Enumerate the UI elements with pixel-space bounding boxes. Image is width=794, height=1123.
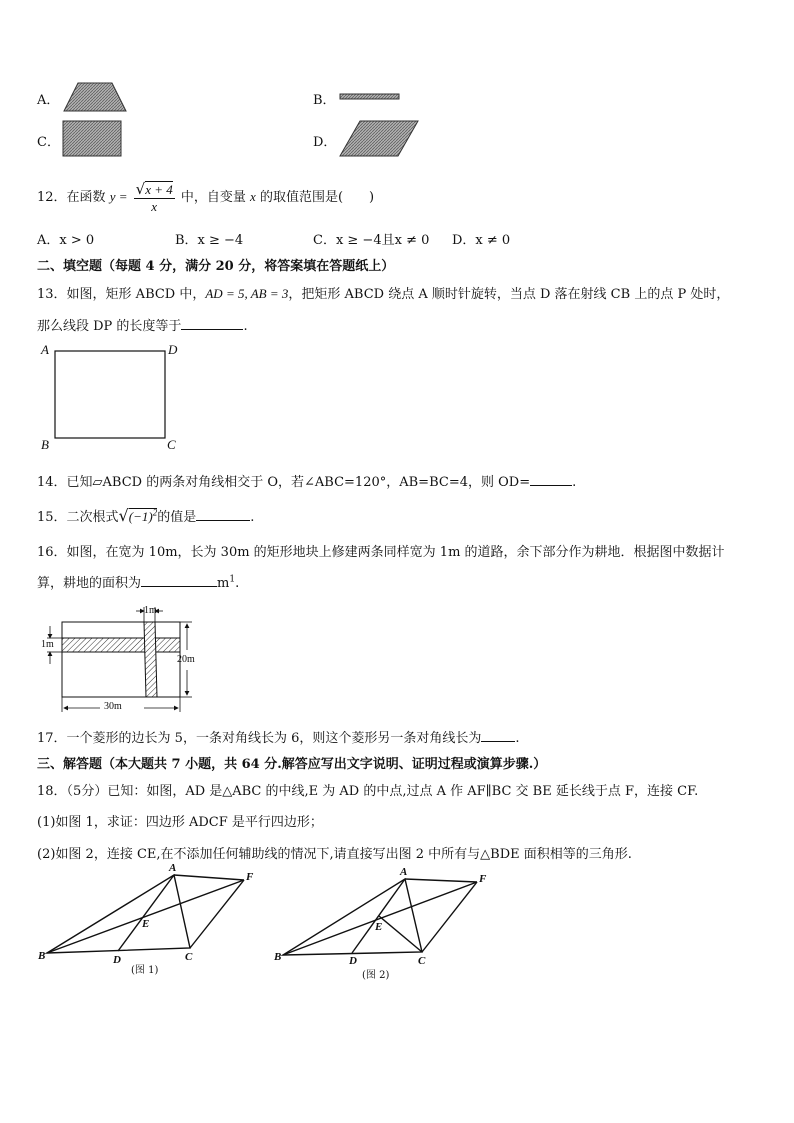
option-a-trapezoid-shape — [64, 83, 126, 111]
q16-label-right: 20m — [177, 654, 195, 665]
fig1-label-b: B — [38, 950, 46, 962]
q18-figure-2 — [283, 879, 477, 955]
fig2-label-c: C — [418, 955, 426, 967]
option-d-parallelogram-shape — [340, 121, 418, 156]
q17-end: . — [515, 731, 520, 746]
option-a-label: A． — [37, 93, 60, 108]
q12-prefix: 12．在函数 — [37, 190, 106, 205]
q12-var: x — [250, 189, 256, 204]
q12-numerator — [134, 180, 175, 199]
section-3-note: （本大题共 7 小题，共 64 分.解答应写出文字说明、证明过程或演算步骤.） — [102, 757, 547, 772]
q15-stem — [37, 506, 254, 525]
q14-end: . — [572, 475, 577, 490]
q17-answer-blank — [481, 729, 515, 742]
option-c-label: C． — [37, 135, 60, 150]
fig2-label-a: A — [400, 866, 408, 878]
q16-answer-blank — [141, 574, 217, 587]
q13-rectangle-abcd — [55, 351, 165, 438]
q12-fraction — [134, 180, 175, 215]
q13-condition: AD = 5, AB = 3 — [205, 286, 289, 301]
fig1-label-e: E — [142, 918, 150, 930]
q12-option-c: C．x ≥ −4且x ≠ 0 — [313, 233, 430, 248]
option-b-label: B． — [313, 93, 336, 108]
q13-label-d: D — [168, 342, 178, 357]
q12-function-y: y = — [109, 189, 128, 204]
q12-radicand: x + 4 — [145, 182, 173, 197]
option-d-label: D． — [313, 135, 337, 150]
q13-label-b: B — [41, 437, 49, 452]
q16-line-1: 16．如图，在宽为 10m，长为 30m 的矩形地块上修建两条同样宽为 1m 的道路，余下部分作为耕地．根据图中数据计 — [37, 545, 725, 560]
q16-line-2 — [37, 572, 239, 591]
section-3-title: 三、解答题 — [37, 757, 103, 772]
section-2-heading — [37, 255, 394, 274]
q16-label-top: 1m — [144, 605, 157, 616]
q16-label-left: 1m — [41, 639, 54, 650]
fig1-label-c: C — [185, 951, 193, 963]
q18-part-1: (1)如图 1，求证：四边形 ADCF 是平行四边形； — [37, 815, 323, 830]
q13-line2-text: 那么线段 DP 的长度等于 — [37, 319, 182, 334]
q12-option-a: A．x > 0 — [37, 233, 95, 248]
q12-option-b: B．x ≥ −4 — [175, 233, 244, 248]
option-b-thin-strip-shape — [340, 94, 399, 99]
fig1-label-d: D — [113, 954, 121, 966]
q16-field-figure — [47, 607, 192, 712]
fig2-caption: (图 2) — [362, 970, 390, 981]
q18-stem: 18．（5分）已知：如图，AD 是△ABC 的中线,E 为 AD 的中点,过点 A 作 AF∥BC 交 BE 延长线于点 F，连接 CF. — [37, 784, 699, 799]
fig2-label-d: D — [349, 955, 357, 967]
q15-answer-blank — [196, 508, 250, 521]
q14-answer-blank — [530, 473, 572, 486]
q16-unit-sup: 1 — [229, 574, 236, 585]
q13-line-1 — [37, 283, 729, 302]
q17-text: 17．一个菱形的边长为 5，一条对角线长为 6，则这个菱形另一条对角线长为 — [37, 731, 482, 746]
q12-option-d: D．x ≠ 0 — [452, 233, 511, 248]
section-2-title: 二、填空题 — [37, 259, 103, 274]
fig1-caption: (图 1) — [131, 965, 159, 976]
q12-denominator: x — [151, 199, 158, 214]
q13-line1-a: 13．如图，矩形 ABCD 中， — [37, 287, 206, 302]
q18-part-2: (2)如图 2，连接 CE,在不添加任何辅助线的情况下,请直接写出图 2 中所有与△BDE 面积相等的三角形. — [37, 847, 632, 862]
fig2-label-f: F — [479, 873, 487, 885]
q13-line1-b: ，把矩形 ABCD 绕点 A 顺时针旋转，当点 D 落在射线 CB 上的点 P 处时， — [288, 287, 730, 302]
q16-end: . — [235, 576, 240, 591]
q15-exponent: 2 — [152, 507, 158, 518]
q13-end: . — [243, 319, 248, 334]
q12-stem — [37, 180, 374, 215]
q13-label-c: C — [167, 437, 176, 452]
q15-suffix: 的值是 — [157, 510, 197, 525]
q12-suffix-2: 的取值范围是( ) — [259, 190, 375, 205]
fig2-label-b: B — [274, 951, 282, 963]
q15-radicand-base: (−1) — [128, 509, 153, 524]
fig2-label-e: E — [375, 921, 383, 933]
q16-unit: m — [217, 576, 230, 591]
section-3-heading — [37, 753, 546, 772]
q15-prefix: 15．二次根式 — [37, 510, 119, 525]
q16-label-bottom: 30m — [104, 701, 122, 712]
q13-label-a: A — [41, 342, 49, 357]
q15-end: . — [250, 510, 255, 525]
q12-suffix-1: 中，自变量 — [180, 190, 246, 205]
fig1-label-a: A — [169, 862, 177, 874]
radical-sign-icon: √ — [135, 180, 146, 198]
q15-radicand — [129, 508, 157, 524]
option-c-rectangle-shape — [63, 121, 121, 156]
q16-line2-text: 算，耕地的面积为 — [37, 576, 142, 591]
radical-sign-icon: √ — [118, 506, 129, 525]
fig1-label-f: F — [246, 871, 254, 883]
q13-line-2 — [37, 315, 248, 334]
q13-answer-blank — [181, 317, 243, 330]
q17-stem — [37, 727, 520, 746]
section-2-note: （每题 4 分，满分 20 分，将答案填在答题纸上） — [102, 259, 395, 274]
q18-figure-1 — [47, 875, 244, 953]
q14-text: 14．已知▱ABCD 的两条对角线相交于 O，若∠ABC=120°，AB=BC=4，则 OD= — [37, 475, 531, 490]
q14-stem — [37, 471, 576, 490]
